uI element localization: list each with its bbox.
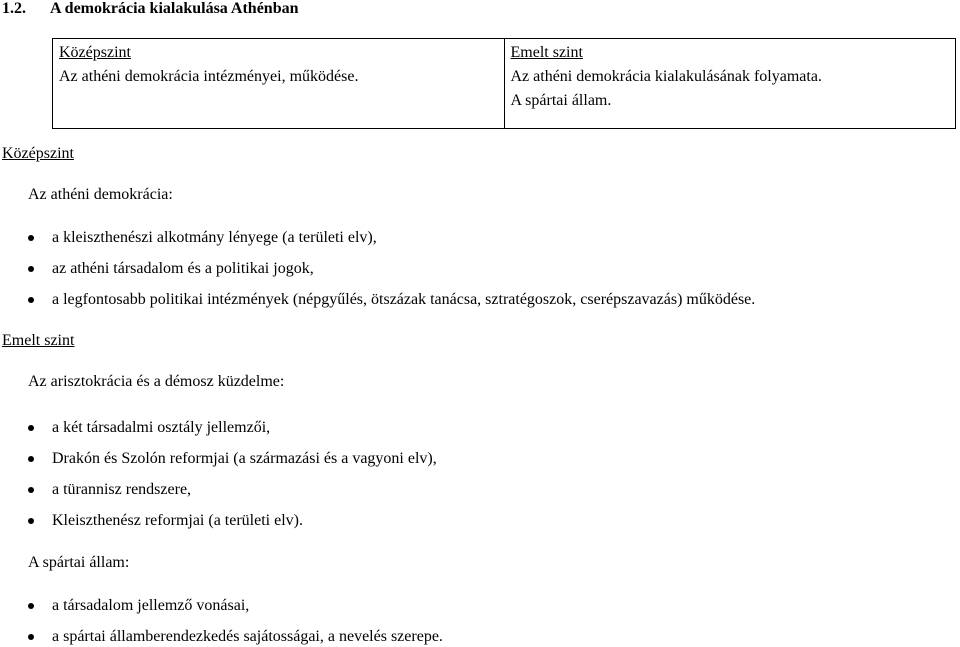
emelt-cell-line: A spártai állam. [510, 92, 612, 109]
bullet-icon [28, 634, 34, 640]
bullet-icon [28, 518, 34, 524]
bullet-icon [28, 456, 34, 462]
bullet-icon [28, 235, 34, 241]
bullet-icon [28, 425, 34, 431]
levels-table [52, 38, 956, 129]
bullet-icon [28, 487, 34, 493]
kozepszint-cell-title: Középszint [59, 44, 131, 61]
emelt-cell [504, 39, 956, 129]
kozepszint-list [52, 228, 755, 321]
emelt-intro: Az arisztokrácia és a démosz küzdelme: [28, 373, 285, 390]
kozepszint-cell [53, 39, 505, 129]
kozepszint-cell-line: Az athéni demokrácia intézményei, működése. [59, 68, 359, 85]
list-item: a társadalom jellemző vonásai, [52, 596, 443, 627]
list-item: Drakón és Szolón reformjai (a származási és a vagyoni elv), [52, 449, 437, 480]
kozepszint-intro: Az athéni demokrácia: [28, 186, 173, 203]
list-item: a kleiszthenészi alkotmány lényege (a területi elv), [52, 228, 755, 259]
section-heading [2, 0, 299, 18]
emelt-list [52, 418, 437, 542]
section-number: 1.2. [2, 0, 26, 17]
list-item: Kleiszthenész reformjai (a területi elv). [52, 511, 437, 542]
list-item: a spártai államberendezkedés sajátosságai, a nevelés szerepe. [52, 627, 443, 647]
bullet-icon [28, 266, 34, 272]
emelt-title: Emelt szint [2, 332, 75, 349]
sparta-list [52, 596, 443, 647]
emelt-cell-line: Az athéni demokrácia kialakulásának folyamata. [510, 68, 822, 85]
sparta-intro: A spártai állam: [28, 554, 130, 571]
bullet-icon [28, 297, 34, 303]
list-item: a legfontosabb politikai intézmények (népgyűlés, ötszázak tanácsa, sztratégoszok, cserépszavazás) működése. [52, 290, 755, 321]
list-item: az athéni társadalom és a politikai jogok, [52, 259, 755, 290]
list-item: a két társadalmi osztály jellemzői, [52, 418, 437, 449]
list-item: a türannisz rendszere, [52, 480, 437, 511]
kozepszint-title: Középszint [2, 145, 74, 162]
emelt-cell-title: Emelt szint [510, 44, 583, 61]
section-title: A demokrácia kialakulása Athénban [50, 0, 299, 17]
bullet-icon [28, 603, 34, 609]
